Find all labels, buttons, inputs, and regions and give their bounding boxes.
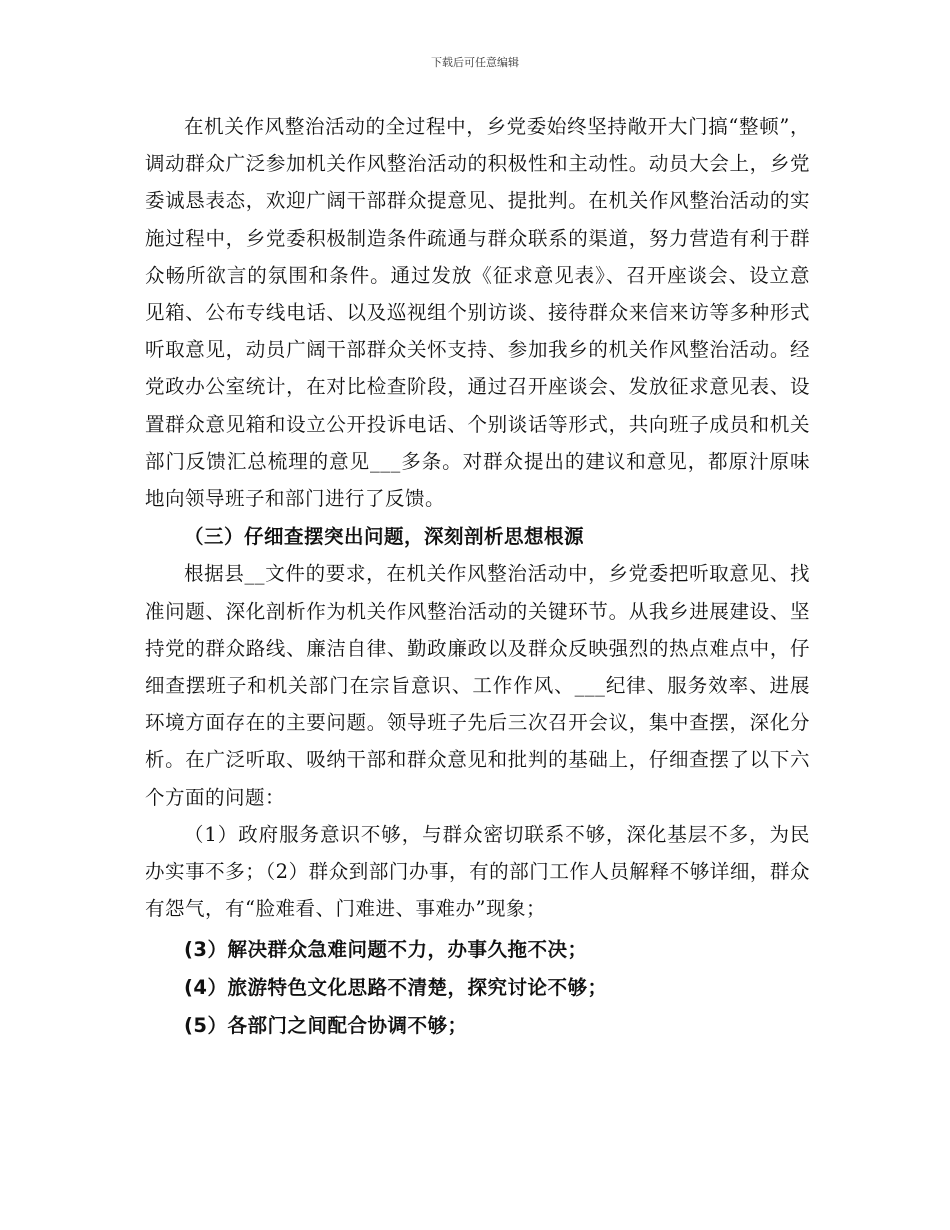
page-header: 下载后可任意编辑 <box>431 56 519 69</box>
section-heading: （三）仔细查摆突出问题，深刻剖析思想根源 <box>184 525 585 549</box>
problem-item-3: (3）解决群众急难问题不力，办事久拖不决； <box>184 938 588 962</box>
body-paragraph-1: 在机关作风整治活动的全过程中，乡党委始终坚持敞开大门搞“整顿”，调动群众广泛参加机关作风整治活动的积极性和主动性。动员大会上，乡党委诚恳表态，欢迎广阔干部群众提意见、提批判。在机关作风整治活动的实施过程中，乡党委积极制造条件疏通与群众联系的渠道，努力营造有利于群众畅所欲言的氛围和条件。通过发放《征求意见表》、召开座谈会、设立意见箱、公布专线电话、以及巡视组个别访谈、接待群众来信来访等多种形式听取意见，动员广阔干部群众关怀支持、参加我乡的机关作风整治活动。经党政办公室统计，在对比检查阶段，通过召开座谈会、发放征求意见表、设置群众意见箱和设立公开投诉电话、个别谈话等形式，共向班子成员和机关部门反馈汇总梳理的意见___多条。对群众提出的建议和意见，都原汁原味地向领导班子和部门进行了反馈。 <box>145 115 810 511</box>
body-paragraph-3: （1）政府服务意识不够，与群众密切联系不够，深化基层不多，为民办实事不多；（2）群众到部门办事，有的部门工作人员解释不够详细，群众有怨气，有“脸难看、门难进、事难办”现象； <box>145 822 810 921</box>
problem-item-4: (4）旅游特色文化思路不清楚，探究讨论不够； <box>184 976 608 1000</box>
problem-item-5: (5）各部门之间配合协调不够； <box>184 1014 468 1038</box>
document-body <box>145 108 810 1045</box>
body-paragraph-2: 根据县__文件的要求，在机关作风整治活动中，乡党委把听取意见、找准问题、深化剖析作为机关作风整治活动的关键环节。从我乡进展建设、坚持党的群众路线、廉洁自律、勤政廉政以及群众反映强烈的热点难点中，仔细查摆班子和机关部门在宗旨意识、工作作风、___纪律、服务效率、进展环境方面存在的主要问题。领导班子先后三次召开会议，集中查摆，深化分析。在广泛听取、吸纳干部和群众意见和批判的基础上，仔细查摆了以下六个方面的问题： <box>145 562 810 809</box>
